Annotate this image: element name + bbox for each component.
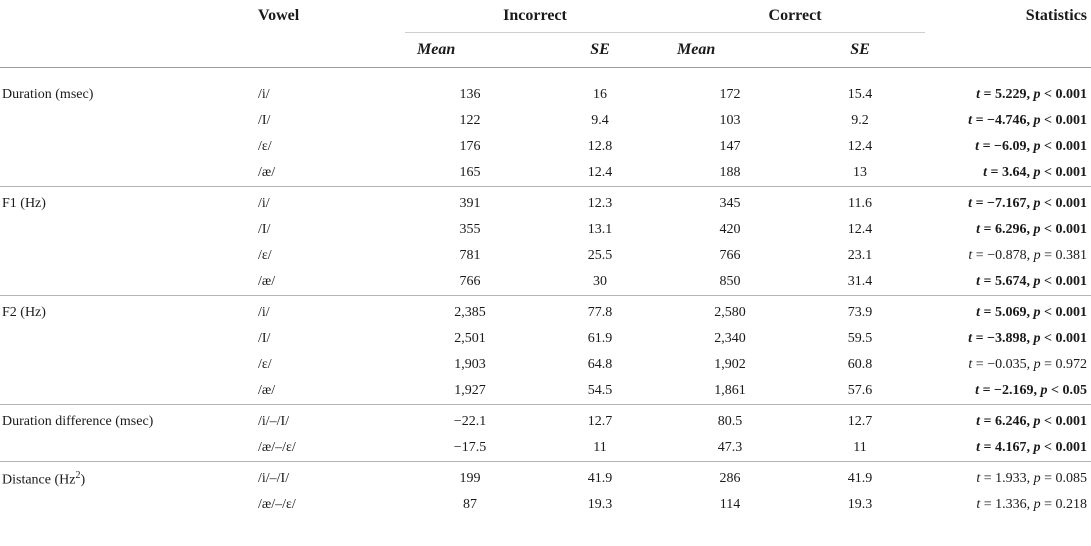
incorrect-mean-header: Mean xyxy=(405,33,535,68)
correct-se-cell: 59.5 xyxy=(847,331,873,346)
table-header xyxy=(0,0,1091,82)
correct-se-cell: 73.9 xyxy=(847,305,873,320)
incorrect-column-header: Incorrect xyxy=(405,0,665,33)
correct-mean-cell: 172 xyxy=(719,87,741,102)
incorrect-mean-cell: 136 xyxy=(459,87,481,102)
correct-mean-cell: 80.5 xyxy=(717,414,743,429)
table-row xyxy=(0,217,1091,243)
incorrect-se-cell: 54.5 xyxy=(535,378,665,405)
vowel-cell: /I/ xyxy=(258,222,271,237)
statistics-cell: t = −0.878, p = 0.381 xyxy=(968,248,1088,263)
statistics-cell: t = 6.296, p < 0.001 xyxy=(976,222,1088,237)
correct-mean-cell: 766 xyxy=(719,248,741,263)
correct-se-cell: 19.3 xyxy=(847,497,873,512)
correct-se-cell: 13 xyxy=(795,160,925,187)
correct-se-cell: 23.1 xyxy=(847,248,873,263)
table-row xyxy=(0,243,1091,269)
table-row xyxy=(0,405,1091,436)
statistics-cell: t = 5.674, p < 0.001 xyxy=(925,269,1091,296)
statistics-cell: t = 1.933, p = 0.085 xyxy=(976,471,1088,486)
correct-mean-cell: 2,340 xyxy=(714,331,746,346)
correct-mean-cell: 114 xyxy=(719,497,741,512)
correct-mean-cell: 850 xyxy=(665,269,795,296)
group-label: Distance (Hz$^2$) xyxy=(2,469,86,488)
correct-se-cell: 15.4 xyxy=(847,87,873,102)
vowel-cell: /æ/–/ε/ xyxy=(258,497,296,512)
statistics-cell: t = 5.229, p < 0.001 xyxy=(976,87,1088,102)
incorrect-mean-cell: 122 xyxy=(459,113,481,128)
incorrect-se-cell: 77.8 xyxy=(587,305,613,320)
incorrect-mean-cell: 766 xyxy=(405,269,535,296)
statistics-cell: t = −6.09, p < 0.001 xyxy=(975,139,1088,154)
vowel-cell: /i/ xyxy=(258,305,270,320)
incorrect-mean-cell: 391 xyxy=(459,196,481,211)
correct-mean-cell: 47.3 xyxy=(665,435,795,462)
incorrect-se-cell: 16 xyxy=(593,87,607,102)
incorrect-mean-cell: 355 xyxy=(459,222,481,237)
correct-mean-cell: 103 xyxy=(719,113,741,128)
correct-se-cell: 12.4 xyxy=(847,222,873,237)
incorrect-se-cell: 12.7 xyxy=(587,414,613,429)
correct-mean-cell: 286 xyxy=(719,471,741,486)
incorrect-mean-cell: 2,385 xyxy=(454,305,486,320)
incorrect-se-cell: 12.3 xyxy=(587,196,613,211)
group-label: F2 (Hz) xyxy=(2,305,46,320)
correct-se-cell: 41.9 xyxy=(847,471,873,486)
vowel-cell: /æ/–/ε/ xyxy=(258,435,405,462)
vowel-cell: /i/–/I/ xyxy=(258,471,290,486)
group-label: Duration (msec) xyxy=(2,87,94,102)
vowel-cell: /ε/ xyxy=(258,248,272,263)
table-row xyxy=(0,326,1091,352)
statistics-cell: t = −3.898, p < 0.001 xyxy=(968,331,1088,346)
statistics-cell: t = −4.746, p < 0.001 xyxy=(968,113,1088,128)
group-label: Duration difference (msec) xyxy=(2,414,154,429)
correct-mean-cell: 147 xyxy=(719,139,741,154)
table-row xyxy=(0,160,1091,187)
correct-mean-cell: 1,861 xyxy=(665,378,795,405)
statistics-cell: t = 5.069, p < 0.001 xyxy=(976,305,1088,320)
table-row xyxy=(0,269,1091,296)
incorrect-se-cell: 41.9 xyxy=(587,471,613,486)
vowel-cell: /I/ xyxy=(258,113,271,128)
table-row xyxy=(0,435,1091,462)
incorrect-se-header: SE xyxy=(535,33,665,68)
table-row xyxy=(0,108,1091,134)
table-row xyxy=(0,296,1091,327)
correct-mean-cell: 345 xyxy=(719,196,741,211)
incorrect-mean-cell: 176 xyxy=(459,139,481,154)
correct-mean-cell: 188 xyxy=(665,160,795,187)
vowel-cell: /i/ xyxy=(258,196,270,211)
correct-se-cell: 11 xyxy=(795,435,925,462)
vowel-cell: /ε/ xyxy=(258,357,272,372)
vowel-cell: /I/ xyxy=(258,331,271,346)
statistics-column-header: Statistics xyxy=(1025,7,1088,25)
incorrect-mean-cell: 87 xyxy=(463,497,477,512)
correct-mean-cell: 1,902 xyxy=(714,357,746,372)
incorrect-mean-cell: 1,927 xyxy=(405,378,535,405)
table-row xyxy=(0,82,1091,108)
statistics-cell: t = 4.167, p < 0.001 xyxy=(925,435,1091,462)
vowel-cell: /æ/ xyxy=(258,269,405,296)
incorrect-mean-cell: 781 xyxy=(459,248,481,263)
correct-se-cell: 12.7 xyxy=(847,414,873,429)
table-row xyxy=(0,378,1091,405)
correct-se-cell: 9.2 xyxy=(851,113,869,128)
group-label: F1 (Hz) xyxy=(2,196,46,211)
statistics-cell: t = −2.169, p < 0.05 xyxy=(925,378,1091,405)
correct-se-header: SE xyxy=(795,33,925,68)
vowel-column-header: Vowel xyxy=(258,7,300,25)
incorrect-mean-cell: 2,501 xyxy=(454,331,486,346)
incorrect-mean-cell: −22.1 xyxy=(453,414,487,429)
correct-mean-cell: 420 xyxy=(719,222,741,237)
statistics-cell: t = 3.64, p < 0.001 xyxy=(925,160,1091,187)
correct-se-cell: 12.4 xyxy=(847,139,873,154)
incorrect-se-cell: 19.3 xyxy=(587,497,613,512)
incorrect-mean-cell: 199 xyxy=(459,471,481,486)
correct-se-cell: 11.6 xyxy=(848,196,872,211)
table-row xyxy=(0,492,1091,518)
correct-se-cell: 60.8 xyxy=(847,357,873,372)
statistics-cell: t = −0.035, p = 0.972 xyxy=(968,357,1088,372)
incorrect-se-cell: 30 xyxy=(535,269,665,296)
vowel-cell: /ε/ xyxy=(258,139,272,154)
correct-mean-cell: 2,580 xyxy=(714,305,746,320)
correct-se-cell: 57.6 xyxy=(795,378,925,405)
incorrect-se-cell: 64.8 xyxy=(587,357,613,372)
vowel-cell: /i/ xyxy=(258,87,270,102)
correct-mean-header: Mean xyxy=(665,33,795,68)
incorrect-se-cell: 13.1 xyxy=(587,222,613,237)
correct-column-header: Correct xyxy=(665,0,925,33)
correct-se-cell: 31.4 xyxy=(795,269,925,296)
statistics-cell: t = 6.246, p < 0.001 xyxy=(976,414,1088,429)
incorrect-mean-cell: 165 xyxy=(405,160,535,187)
statistics-cell: t = −7.167, p < 0.001 xyxy=(968,196,1088,211)
incorrect-se-cell: 11 xyxy=(535,435,665,462)
statistics-cell: t = 1.336, p = 0.218 xyxy=(976,497,1088,512)
vowel-cell: /æ/ xyxy=(258,160,405,187)
incorrect-mean-cell: 1,903 xyxy=(454,357,486,372)
vowel-cell: /i/–/I/ xyxy=(258,414,290,429)
incorrect-se-cell: 12.4 xyxy=(535,160,665,187)
table-row xyxy=(0,134,1091,160)
incorrect-mean-cell: −17.5 xyxy=(405,435,535,462)
table-body xyxy=(0,82,1091,518)
incorrect-se-cell: 12.8 xyxy=(587,139,613,154)
incorrect-se-cell: 61.9 xyxy=(587,331,613,346)
vowel-cell: /æ/ xyxy=(258,378,405,405)
table-row xyxy=(0,187,1091,218)
table-row xyxy=(0,462,1091,493)
table-row xyxy=(0,352,1091,378)
incorrect-se-cell: 9.4 xyxy=(591,113,609,128)
incorrect-se-cell: 25.5 xyxy=(587,248,613,263)
